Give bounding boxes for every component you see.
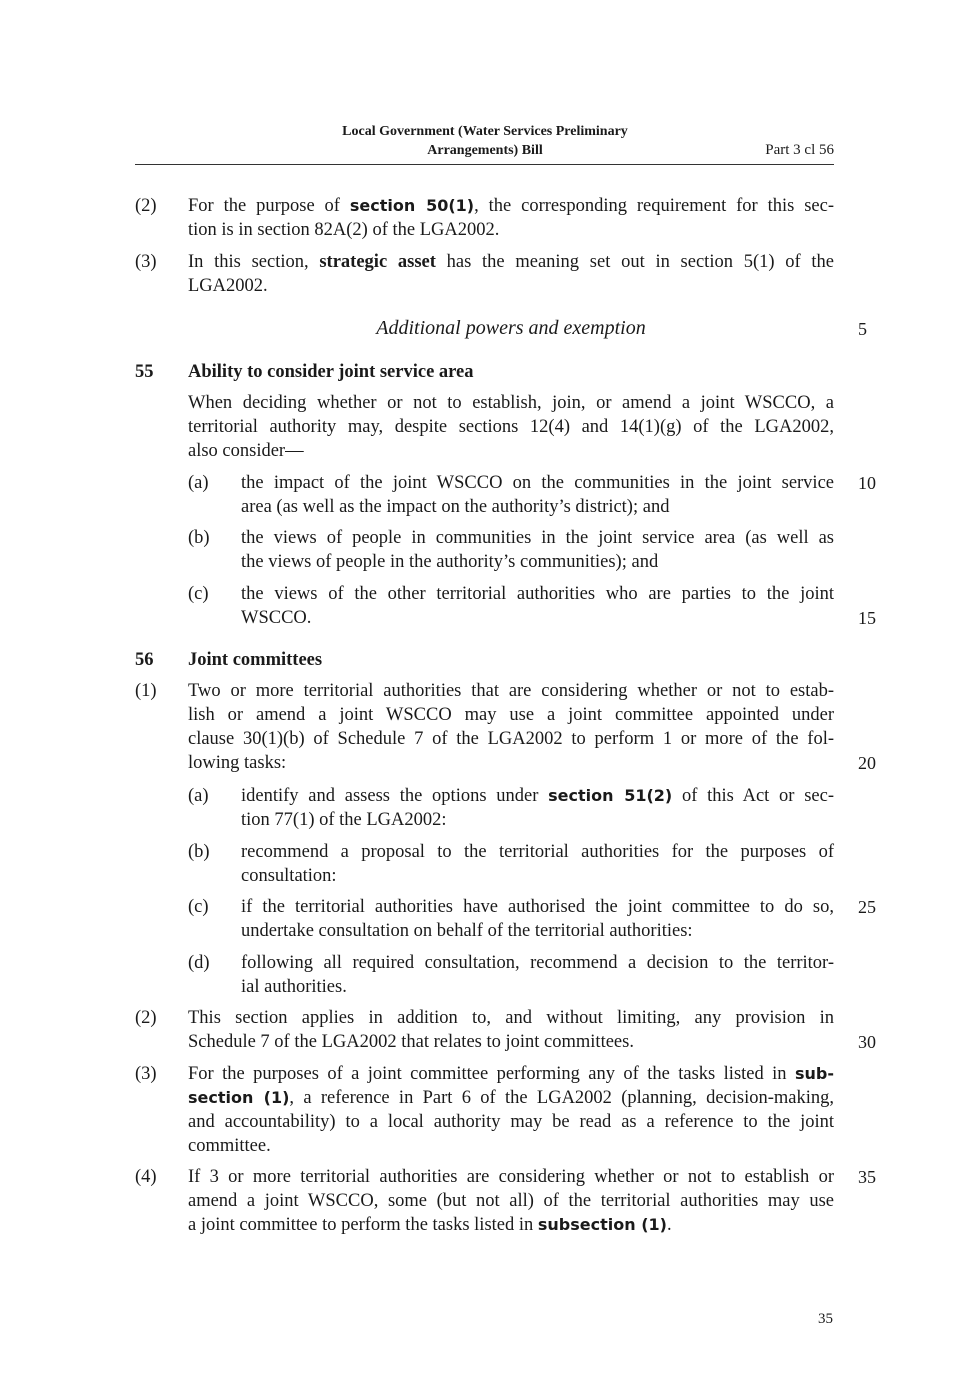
subsection-number: (3) [135, 252, 157, 272]
section-number: 56 [135, 650, 154, 670]
s55-intro: When deciding whether or not to establish, join, or amend a joint WSCCO, a territorial authority may, despite sections 12(4) and 14(1)(g) of the LGA2002, also consider— [188, 393, 834, 461]
paragraph-label: (c) [188, 584, 209, 604]
section-reference: subsection (1) [537, 1215, 667, 1234]
header-part-reference: Part 3 cl 56 [765, 142, 834, 158]
s54-subsection-3: In this section, strategic asset has the meaning set out in section 5(1) of the LGA2002. [188, 252, 834, 296]
crosshead: Additional powers and exemption [376, 317, 646, 339]
section-reference: section 51(2) [548, 786, 673, 805]
paragraph-label: (d) [188, 953, 210, 973]
s55-paragraph-a: the impact of the joint WSCCO on the communities in the joint service area (as well as the impact on the authority’s district); and [241, 473, 834, 517]
line-number: 35 [858, 1167, 876, 1187]
running-header-title [300, 122, 670, 160]
paragraph-label: (b) [188, 842, 210, 862]
line-number: 10 [858, 473, 876, 493]
s56-paragraph-d: following all required consultation, recommend a decision to the territor- ial authorities. [241, 953, 834, 997]
section-number: 55 [135, 362, 154, 382]
paragraph-label: (b) [188, 528, 210, 548]
section-reference: section 50(1) [349, 196, 475, 215]
subsection-number: (3) [135, 1064, 157, 1084]
s56-paragraph-a: identify and assess the options under section 51(2) of this Act or sec- tion 77(1) of the LGA2002: [241, 786, 834, 830]
s56-subsection-2: This section applies in addition to, and without limiting, any provision in Schedule 7 of the LGA2002 that relates to joint committees. [188, 1008, 834, 1052]
section-heading: Joint committees [188, 650, 323, 670]
line-number: 25 [858, 897, 876, 917]
s54-subsection-2: For the purpose of section 50(1), the corresponding requirement for this sec- tion is in section 82A(2) of the LGA2002. [188, 196, 834, 240]
subsection-number: (2) [135, 196, 157, 216]
header-title-line1: Local Government (Water Services Preliminary [342, 124, 628, 139]
line-number: 20 [858, 753, 876, 773]
header-divider [135, 164, 834, 165]
section-heading: Ability to consider joint service area [188, 362, 474, 382]
section-reference: sub- [794, 1064, 834, 1083]
s56-subsection-3: For the purposes of a joint committee performing any of the tasks listed in sub- section (1), a reference in Part 6 of the LGA2002 (planning, decision-making, and accountability) to a local authority may be read as a reference to the joint committee. [188, 1064, 834, 1156]
s55-paragraph-c: the views of the other territorial authorities who are parties to the joint WSCCO. [241, 584, 834, 628]
s56-paragraph-c: if the territorial authorities have authorised the joint committee to do so, undertake consultation on behalf of the territorial authorities: [241, 897, 834, 941]
defined-term: strategic asset [319, 252, 436, 272]
line-number: 15 [858, 608, 876, 628]
subsection-number: (4) [135, 1167, 157, 1187]
header-title-line2: Arrangements) Bill [427, 143, 543, 158]
paragraph-label: (a) [188, 786, 209, 806]
s55-paragraph-b: the views of people in communities in the joint service area (as well as the views of people in the authority’s communities); and [241, 528, 834, 572]
subsection-number: (1) [135, 681, 157, 701]
paragraph-label: (c) [188, 897, 209, 917]
page-number: 35 [818, 1311, 833, 1327]
s56-subsection-1: Two or more territorial authorities that are considering whether or not to estab- lish or amend a joint WSCCO may use a joint committee appointed under clause 30(1)(b) of Schedule 7 of the LGA2002 to perform 1 or more of the fol- lowing tasks: [188, 681, 834, 773]
section-reference: section (1) [188, 1088, 290, 1107]
paragraph-label: (a) [188, 473, 209, 493]
s56-subsection-4: If 3 or more territorial authorities are considering whether or not to establish or amend a joint WSCCO, some (but not all) of the territorial authorities may use a joint committee to perform the tasks listed in subsection (1). [188, 1167, 834, 1235]
s56-paragraph-b: recommend a proposal to the territorial authorities for the purposes of consultation: [241, 842, 834, 886]
line-number: 5 [858, 319, 867, 339]
line-number: 30 [858, 1032, 876, 1052]
subsection-number: (2) [135, 1008, 157, 1028]
